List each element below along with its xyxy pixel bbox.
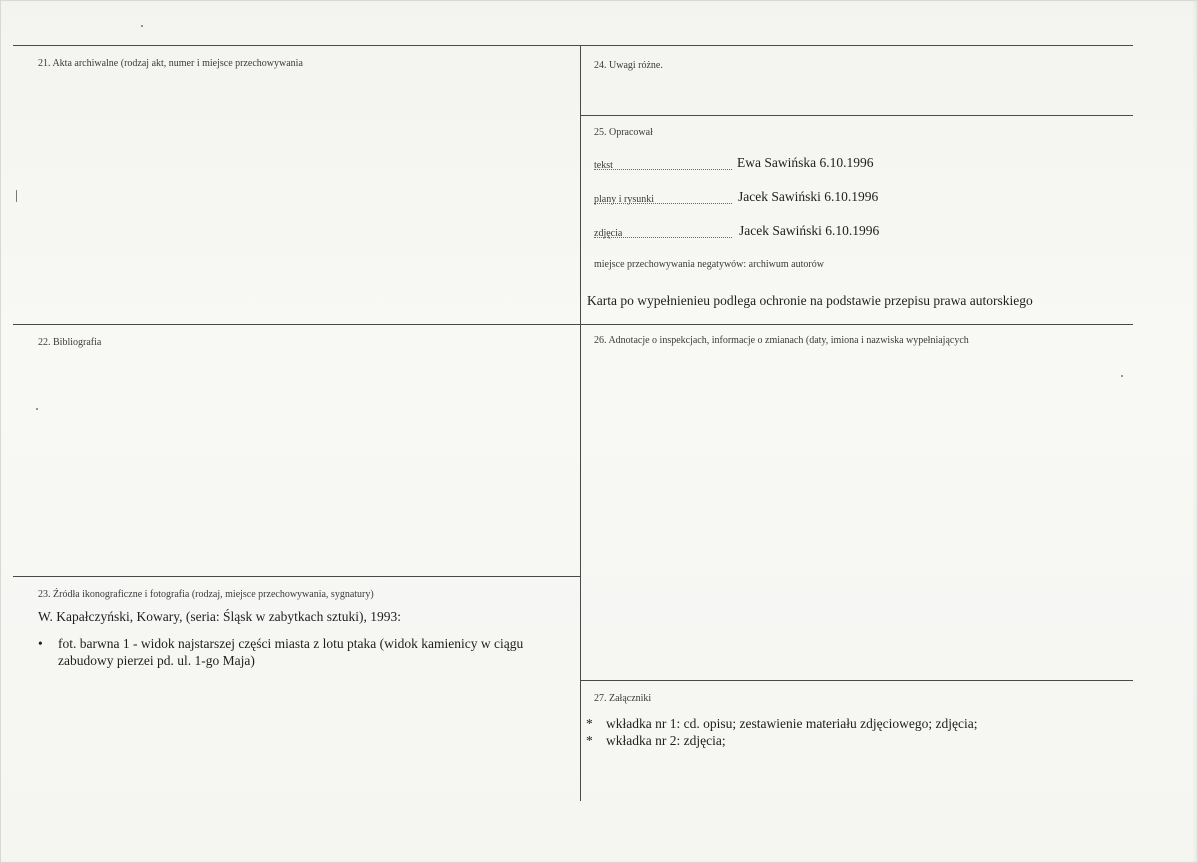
rule-24-25 bbox=[580, 115, 1133, 116]
negatives-storage: miejsce przechowywania negatywów: archiwum autorów bbox=[594, 259, 824, 270]
section-22-label: 22. Bibliografia bbox=[38, 337, 102, 348]
author-row-plans-key: plany i rysunki bbox=[594, 194, 732, 204]
top-rule bbox=[13, 45, 1133, 46]
section-24-label: 24. Uwagi różne. bbox=[594, 60, 663, 71]
copyright-notice: Karta po wypełnienieu podlega ochronie na podstawie przepisu prawa autorskiego bbox=[587, 293, 1033, 308]
scan-speck bbox=[1121, 375, 1123, 377]
author-row-text-key: tekst bbox=[594, 160, 732, 170]
iconographic-source: W. Kapałczyński, Kowary, (seria: Śląsk w zabytkach sztuki), 1993: bbox=[38, 609, 402, 624]
scan-speck bbox=[36, 408, 38, 410]
author-row-text-value: Ewa Sawińska 6.10.1996 bbox=[737, 155, 874, 170]
iconographic-item-line-2: zabudowy pierzei pd. ul. 1-go Maja) bbox=[58, 653, 255, 668]
section-25-label: 25. Opracował bbox=[594, 127, 653, 138]
rule-26-27 bbox=[580, 680, 1133, 681]
section-21-label: 21. Akta archiwalne (rodzaj akt, numer i miejsce przechowywania bbox=[38, 58, 303, 69]
asterisk-icon: * bbox=[586, 733, 593, 748]
attachment-item-1: wkładka nr 1: cd. opisu; zestawienie materiału zdjęciowego; zdjęcia; bbox=[606, 716, 978, 731]
iconographic-item bbox=[38, 636, 523, 652]
author-row-photos-value: Jacek Sawiński 6.10.1996 bbox=[739, 223, 880, 238]
center-divider bbox=[580, 45, 581, 801]
attachment-item bbox=[586, 716, 977, 732]
rule-22-23 bbox=[13, 576, 580, 577]
attachment-item-2: wkładka nr 2: zdjęcia; bbox=[606, 733, 726, 748]
section-26-label: 26. Adnotacje o inspekcjach, informacje o zmianach (daty, imiona i nazwiska wypełniających bbox=[594, 335, 969, 346]
section-23-label: 23. Źródła ikonograficzne i fotografia (rodzaj, miejsce przechowywania, sygnatury) bbox=[38, 589, 374, 600]
rule-middle bbox=[13, 324, 1133, 325]
iconographic-item-line-1: fot. barwna 1 - widok najstarszej części miasta z lotu ptaka (widok kamienicy w ciągu bbox=[58, 636, 524, 651]
bullet-icon: • bbox=[38, 636, 43, 651]
attachment-item bbox=[586, 733, 726, 749]
scan-speck bbox=[141, 25, 143, 27]
author-row-photos-key: zdjęcia bbox=[594, 228, 732, 238]
scan-speck bbox=[16, 190, 17, 202]
author-row-plans-value: Jacek Sawiński 6.10.1996 bbox=[738, 189, 879, 204]
asterisk-icon: * bbox=[586, 716, 593, 731]
section-27-label: 27. Załączniki bbox=[594, 693, 652, 704]
